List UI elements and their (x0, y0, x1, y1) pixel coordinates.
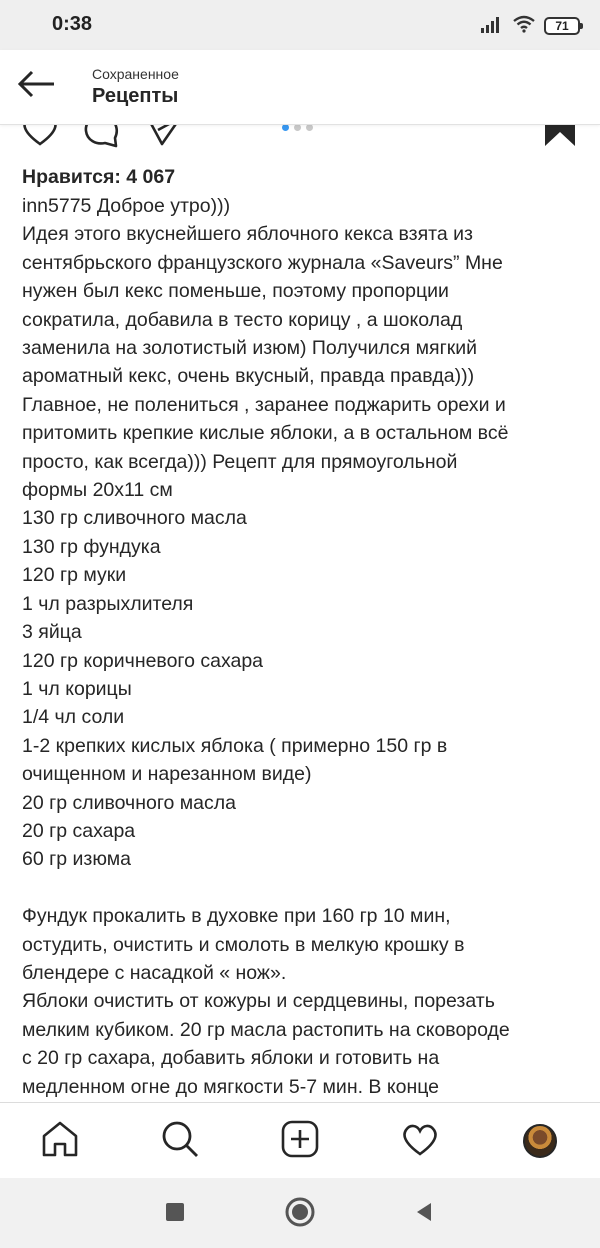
caption-line: Идея этого вкуснейшего яблочного кекса взята из (22, 223, 473, 246)
caption-line: Главное, не полениться , заранее поджарить орехи и (22, 393, 506, 416)
nav-activity[interactable] (398, 1119, 442, 1163)
likes-count[interactable]: Нравится: 4 067 (22, 166, 176, 188)
caption-line: Яблоки очистить от кожуры и сердцевины, порезать (22, 990, 495, 1013)
caption-line: с 20 гр сахара, добавить яблоки и готовить на (22, 1047, 440, 1070)
carousel-dot-active (282, 124, 289, 131)
caption-username[interactable]: inn5775 (22, 195, 92, 217)
caption-line: блендере с насадкой « нож». (22, 961, 287, 984)
caption-line: 120 гр коричневого сахара (22, 649, 264, 672)
home-button-icon (284, 1196, 316, 1233)
status-bar (0, 0, 600, 50)
caption-line: 3 яйца (22, 621, 82, 644)
caption-line: 20 гр сахара (22, 819, 136, 842)
caption-line: нужен был кекс поменьше, поэтому пропорции (22, 280, 449, 303)
nav-search[interactable] (158, 1119, 202, 1163)
caption-line (22, 874, 582, 902)
carousel-dot (306, 124, 313, 131)
profile-avatar (523, 1124, 557, 1158)
signal-icon (480, 15, 504, 38)
system-nav-bar (0, 1178, 600, 1248)
caption-line: формы 20х11 см (22, 479, 173, 502)
caption-line: мелким кубиком. 20 гр масла растопить на сковороде (22, 1018, 510, 1041)
back-triangle-icon (413, 1201, 435, 1228)
home-icon (40, 1119, 80, 1164)
system-home-button[interactable] (284, 1198, 316, 1230)
recent-apps-icon (164, 1201, 186, 1228)
caption-line: заменила на золотистый изюм) Получился мягкий (22, 337, 478, 360)
caption-line: сократила, добавила в тесто корицу , а шоколад (22, 308, 463, 331)
caption-line: 1 чл разрыхлителя (22, 592, 194, 615)
caption-text: Доброе утро))) (91, 195, 231, 217)
bookmark-icon (542, 137, 578, 154)
caption-line: притомить крепкие кислые яблоки, а в остальном всё (22, 422, 509, 445)
activity-heart-icon (400, 1119, 440, 1164)
nav-new-post[interactable] (278, 1119, 322, 1163)
status-icons (480, 14, 580, 38)
caption-body (22, 220, 582, 1101)
caption-line: 1/4 чл соли (22, 706, 125, 729)
caption-line: сентябрьского французского журнала «Saveurs” Мне (22, 251, 503, 274)
caption-line: просто, как всегда))) Рецепт для прямоугольной (22, 450, 458, 473)
caption-line: медленном огне до мягкости 5-7 мин. В конце (22, 1075, 440, 1098)
caption-line: 130 гр сливочного масла (22, 507, 247, 530)
caption-line: 120 гр муки (22, 564, 127, 587)
header (0, 50, 600, 125)
system-back-button[interactable] (408, 1198, 440, 1230)
search-icon (160, 1119, 200, 1164)
battery-icon: 71 (544, 17, 580, 35)
nav-home[interactable] (38, 1119, 82, 1163)
post-content (22, 162, 582, 1102)
nav-profile[interactable] (518, 1119, 562, 1163)
add-post-icon (280, 1119, 320, 1164)
caption-line: 130 гр фундука (22, 535, 161, 558)
caption-line: ароматный кекс, очень вкусный, правда правда))) (22, 365, 475, 388)
comment-icon (82, 137, 122, 154)
caption-line: очищенном и нарезанном виде) (22, 763, 312, 786)
caption-line: остудить, очистить и смолоть в мелкую крошку в (22, 933, 465, 956)
caption-line: 20 гр сливочного масла (22, 791, 237, 814)
share-icon (144, 137, 184, 154)
wifi-icon (512, 15, 536, 38)
caption-line: Фундук прокалить в духовке при 160 гр 10 мин, (22, 905, 451, 928)
caption-line: 1-2 крепких кислых яблока ( примерно 150 гр в (22, 734, 448, 757)
status-time: 0:38 (52, 13, 93, 35)
arrow-left-icon (16, 69, 56, 104)
page-title: Рецепты (92, 85, 179, 107)
caption-line: 1 чл корицы (22, 677, 132, 700)
heart-icon (20, 137, 60, 154)
bottom-nav (0, 1102, 600, 1179)
caption-first-line (22, 192, 582, 220)
carousel-indicator (282, 124, 313, 131)
carousel-dot (294, 124, 301, 131)
recent-apps-button[interactable] (159, 1198, 191, 1230)
caption-line: 60 гр изюма (22, 848, 131, 871)
back-button[interactable] (12, 64, 60, 108)
header-subtitle: Сохраненное (92, 66, 179, 82)
